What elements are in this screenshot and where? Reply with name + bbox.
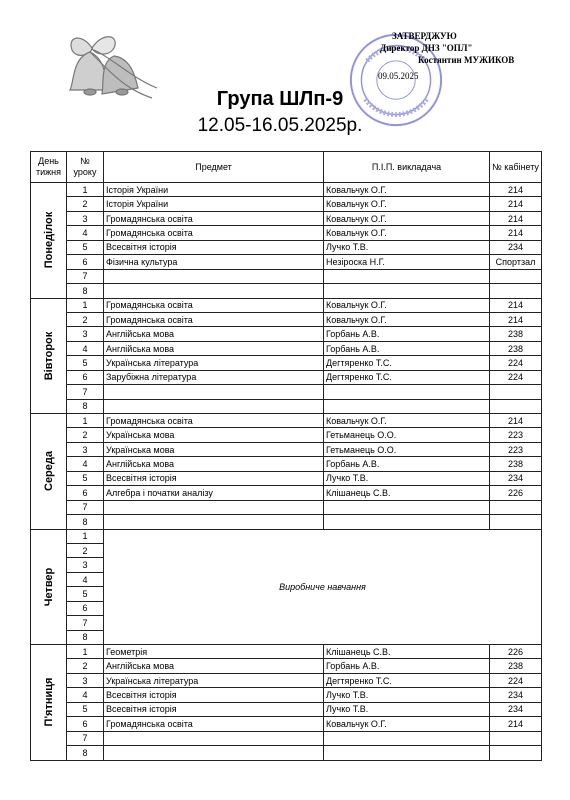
lesson-number: 6 (67, 486, 104, 500)
lesson-number: 1 (67, 298, 104, 312)
table-row (31, 673, 542, 687)
subject-cell: Громадянська освіта (104, 298, 324, 312)
table-row (31, 645, 542, 659)
subject-cell: Всесвітня історія (104, 702, 324, 716)
lesson-number: 2 (67, 197, 104, 211)
approval-block (370, 30, 565, 82)
room-cell: 214 (490, 312, 542, 326)
subject-cell: Українська література (104, 673, 324, 687)
table-row (31, 269, 542, 283)
lesson-number: 2 (67, 428, 104, 442)
subject-cell: Англійська мова (104, 327, 324, 341)
day-name: П'ятниця (42, 677, 55, 727)
room-cell (490, 269, 542, 283)
teacher-cell (324, 500, 490, 514)
teacher-cell: Ковальчук О.Г. (324, 717, 490, 731)
teacher-cell: Ковальчук О.Г. (324, 298, 490, 312)
room-cell (490, 385, 542, 399)
teacher-cell: Клішанець С.В. (324, 486, 490, 500)
teacher-cell: Ковальчук О.Г. (324, 226, 490, 240)
subject-cell (104, 731, 324, 745)
lesson-number: 7 (67, 731, 104, 745)
lesson-number: 4 (67, 457, 104, 471)
room-cell: 224 (490, 370, 542, 384)
lesson-number: 4 (67, 688, 104, 702)
subject-cell (104, 269, 324, 283)
lesson-number: 3 (67, 327, 104, 341)
subject-cell: Історія України (104, 183, 324, 197)
room-cell: 234 (490, 702, 542, 716)
day-name: Понеділок (42, 212, 55, 269)
room-cell: 238 (490, 457, 542, 471)
subject-cell: Англійська мова (104, 341, 324, 355)
table-row (31, 731, 542, 745)
room-cell: 224 (490, 673, 542, 687)
table-row (31, 746, 542, 760)
day-name: Вівторок (42, 331, 55, 381)
teacher-cell (324, 399, 490, 413)
table-row (31, 284, 542, 298)
lesson-number: 1 (67, 529, 104, 543)
table-row (31, 529, 542, 543)
lesson-number: 8 (67, 630, 104, 644)
lesson-number: 3 (67, 558, 104, 572)
day-name: Середа (42, 451, 55, 492)
subject-cell: Геометрія (104, 645, 324, 659)
room-cell: 238 (490, 327, 542, 341)
subject-cell: Громадянська освіта (104, 717, 324, 731)
table-row (31, 414, 542, 428)
subject-cell: Історія України (104, 197, 324, 211)
lesson-number: 8 (67, 399, 104, 413)
table-row (31, 500, 542, 514)
lesson-number: 2 (67, 659, 104, 673)
room-cell: Спортзал (490, 255, 542, 269)
room-cell (490, 284, 542, 298)
page-title: Група ШЛп-9 (216, 88, 344, 110)
teacher-cell: Горбань А.В. (324, 457, 490, 471)
lesson-number: 4 (67, 572, 104, 586)
table-row (31, 341, 542, 355)
lesson-number: 7 (67, 616, 104, 630)
table-row (31, 197, 542, 211)
table-row (31, 399, 542, 413)
day-cell (31, 645, 67, 761)
lesson-number: 2 (67, 543, 104, 557)
teacher-cell: Ковальчук О.Г. (324, 414, 490, 428)
subject-cell (104, 399, 324, 413)
table-row (31, 515, 542, 529)
table-row (31, 183, 542, 197)
room-cell (490, 399, 542, 413)
approval-name: Костянтин МУЖИКОВ (418, 55, 515, 65)
subject-cell: Українська література (104, 356, 324, 370)
lesson-number: 5 (67, 702, 104, 716)
teacher-cell: Ковальчук О.Г. (324, 197, 490, 211)
teacher-cell: Горбань А.В. (324, 659, 490, 673)
lesson-number: 8 (67, 515, 104, 529)
room-cell (490, 515, 542, 529)
table-row (31, 385, 542, 399)
subject-cell: Зарубіжна література (104, 370, 324, 384)
practical-training-cell: Виробниче навчання (104, 529, 542, 645)
table-row (31, 327, 542, 341)
room-cell: 223 (490, 428, 542, 442)
teacher-cell: Гетьманець О.О. (324, 428, 490, 442)
lesson-number: 6 (67, 255, 104, 269)
lesson-number: 7 (67, 269, 104, 283)
approval-heading: ЗАТВЕРДЖУЮ (392, 31, 457, 41)
table-row (31, 457, 542, 471)
table-row (31, 370, 542, 384)
subject-cell: Громадянська освіта (104, 211, 324, 225)
subject-cell (104, 385, 324, 399)
teacher-cell (324, 269, 490, 283)
header-teacher: П.І.П. викладача (324, 152, 490, 183)
teacher-cell (324, 515, 490, 529)
teacher-cell: Горбань А.В. (324, 341, 490, 355)
lesson-number: 1 (67, 414, 104, 428)
teacher-cell: Незіроска Н.Г. (324, 255, 490, 269)
subject-cell: Українська мова (104, 428, 324, 442)
day-cell (31, 183, 67, 299)
subject-cell: Українська мова (104, 442, 324, 456)
lesson-number: 5 (67, 587, 104, 601)
lesson-number: 6 (67, 370, 104, 384)
table-row (31, 240, 542, 254)
room-cell: 214 (490, 183, 542, 197)
subject-cell (104, 746, 324, 760)
teacher-cell: Гетьманець О.О. (324, 442, 490, 456)
room-cell: 214 (490, 211, 542, 225)
subject-cell (104, 500, 324, 514)
lesson-number: 4 (67, 226, 104, 240)
table-row (31, 659, 542, 673)
room-cell: 214 (490, 414, 542, 428)
teacher-cell (324, 385, 490, 399)
subject-cell: Всесвітня історія (104, 471, 324, 485)
room-cell: 226 (490, 645, 542, 659)
lesson-number: 5 (67, 471, 104, 485)
lesson-number: 3 (67, 673, 104, 687)
room-cell: 234 (490, 471, 542, 485)
table-row (31, 226, 542, 240)
lesson-number: 5 (67, 240, 104, 254)
room-cell: 226 (490, 486, 542, 500)
subject-cell: Громадянська освіта (104, 414, 324, 428)
table-row (31, 211, 542, 225)
teacher-cell: Лучко Т.В. (324, 240, 490, 254)
header-subject: Предмет (104, 152, 324, 183)
table-row (31, 486, 542, 500)
teacher-cell: Лучко Т.В. (324, 471, 490, 485)
lesson-number: 8 (67, 746, 104, 760)
lesson-number: 6 (67, 601, 104, 615)
lesson-number: 5 (67, 356, 104, 370)
teacher-cell: Ковальчук О.Г. (324, 312, 490, 326)
subject-cell: Фізична культура (104, 255, 324, 269)
table-row (31, 702, 542, 716)
subject-cell (104, 284, 324, 298)
subject-cell: Англійська мова (104, 659, 324, 673)
teacher-cell (324, 284, 490, 298)
subject-cell: Всесвітня історія (104, 688, 324, 702)
lesson-number: 7 (67, 385, 104, 399)
room-cell: 238 (490, 659, 542, 673)
table-row (31, 356, 542, 370)
subject-cell: Всесвітня історія (104, 240, 324, 254)
date-range: 12.05-16.05.2025р. (197, 115, 363, 136)
room-cell: 214 (490, 298, 542, 312)
teacher-cell: Ковальчук О.Г. (324, 183, 490, 197)
lesson-number: 1 (67, 183, 104, 197)
room-cell: 234 (490, 240, 542, 254)
teacher-cell: Дегтяренко Т.С. (324, 370, 490, 384)
room-cell: 214 (490, 717, 542, 731)
room-cell: 238 (490, 341, 542, 355)
room-cell (490, 731, 542, 745)
subject-cell: Алгебра і початки аналізу (104, 486, 324, 500)
room-cell: 223 (490, 442, 542, 456)
lesson-number: 6 (67, 717, 104, 731)
lesson-number: 7 (67, 500, 104, 514)
teacher-cell: Ковальчук О.Г. (324, 211, 490, 225)
approval-date: 09.05.2025 (378, 71, 419, 81)
table-row (31, 428, 542, 442)
subject-cell (104, 515, 324, 529)
lesson-number: 1 (67, 645, 104, 659)
approval-position: Директор ДНЗ "ОПЛ" (380, 43, 473, 53)
header-lesson: № уроку (67, 152, 104, 183)
table-row (31, 442, 542, 456)
header-room: № кабінету (490, 152, 542, 183)
teacher-cell: Дегтяренко Т.С. (324, 673, 490, 687)
lesson-number: 3 (67, 211, 104, 225)
table-row (31, 471, 542, 485)
room-cell (490, 746, 542, 760)
lesson-number: 3 (67, 442, 104, 456)
table-row (31, 255, 542, 269)
room-cell: 214 (490, 197, 542, 211)
table-row (31, 312, 542, 326)
day-cell (31, 298, 67, 414)
table-row (31, 298, 542, 312)
day-cell (31, 414, 67, 530)
teacher-cell (324, 746, 490, 760)
table-row (31, 688, 542, 702)
teacher-cell: Клішанець С.В. (324, 645, 490, 659)
teacher-cell (324, 731, 490, 745)
teacher-cell: Горбань А.В. (324, 327, 490, 341)
day-name: Четвер (42, 567, 55, 607)
header-row (31, 152, 542, 183)
subject-cell: Англійська мова (104, 457, 324, 471)
subject-cell: Громадянська освіта (104, 312, 324, 326)
teacher-cell: Лучко Т.В. (324, 702, 490, 716)
teacher-cell: Дегтяренко Т.С. (324, 356, 490, 370)
table-row (31, 717, 542, 731)
room-cell: 224 (490, 356, 542, 370)
teacher-cell: Лучко Т.В. (324, 688, 490, 702)
subject-cell: Громадянська освіта (104, 226, 324, 240)
room-cell: 234 (490, 688, 542, 702)
room-cell (490, 500, 542, 514)
schedule-table (30, 151, 542, 761)
room-cell: 214 (490, 226, 542, 240)
day-cell (31, 529, 67, 645)
lesson-number: 8 (67, 284, 104, 298)
lesson-number: 2 (67, 312, 104, 326)
header-day: День тижня (31, 152, 67, 183)
lesson-number: 4 (67, 341, 104, 355)
